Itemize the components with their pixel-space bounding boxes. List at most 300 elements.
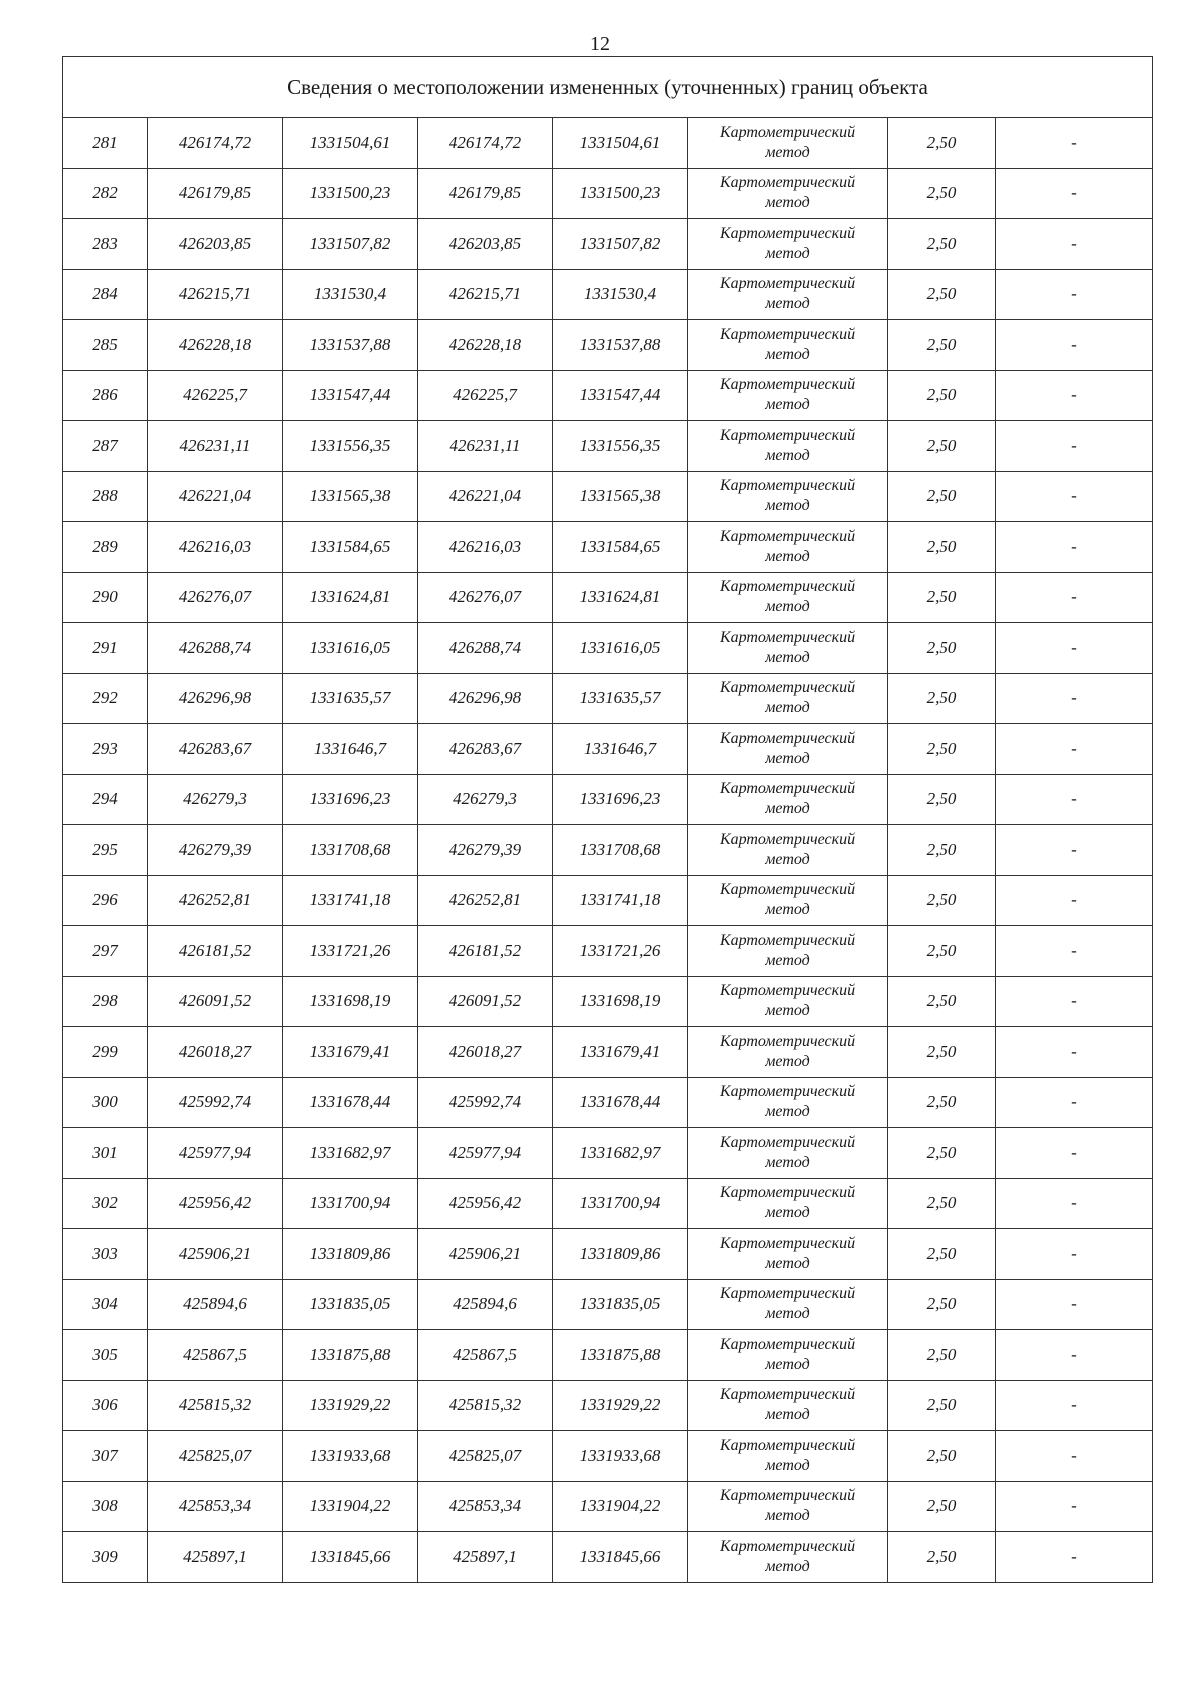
description-cell: - [996,1279,1153,1330]
accuracy-cell: 2,50 [888,1128,996,1179]
method-line-2: метод [765,446,810,464]
method-cell [688,1330,888,1381]
table-row [63,320,1153,371]
x-refined-cell: 426279,3 [418,774,553,825]
description-cell: - [996,673,1153,724]
y-refined-cell: 1331537,88 [553,320,688,371]
y-refined-cell: 1331933,68 [553,1431,688,1482]
method-cell [688,926,888,977]
y-existing-cell: 1331682,97 [283,1128,418,1179]
y-refined-cell: 1331507,82 [553,219,688,270]
point-number-cell: 282 [63,168,148,219]
x-existing-cell: 426091,52 [148,976,283,1027]
description-cell: - [996,370,1153,421]
y-existing-cell: 1331741,18 [283,875,418,926]
method-line-1: Картометрический [719,1436,856,1454]
x-refined-cell: 426231,11 [418,421,553,472]
x-existing-cell: 425853,34 [148,1481,283,1532]
y-existing-cell: 1331635,57 [283,673,418,724]
y-existing-cell: 1331565,38 [283,471,418,522]
method-line-1: Картометрический [719,1083,856,1101]
x-existing-cell: 426225,7 [148,370,283,421]
x-existing-cell: 426296,98 [148,673,283,724]
method-line-2: метод [765,901,810,919]
x-existing-cell: 425992,74 [148,1077,283,1128]
x-refined-cell: 426288,74 [418,623,553,674]
method-cell [688,875,888,926]
y-existing-cell: 1331504,61 [283,118,418,169]
accuracy-cell: 2,50 [888,1229,996,1280]
table-caption-row [63,57,1153,118]
method-line-1: Картометрический [719,1133,856,1151]
y-existing-cell: 1331646,7 [283,724,418,775]
y-refined-cell: 1331929,22 [553,1380,688,1431]
x-existing-cell: 425867,5 [148,1330,283,1381]
y-refined-cell: 1331678,44 [553,1077,688,1128]
y-refined-cell: 1331556,35 [553,421,688,472]
method-line-1: Картометрический [719,1184,856,1202]
y-existing-cell: 1331537,88 [283,320,418,371]
method-line-2: метод [765,1153,810,1171]
x-existing-cell: 425977,94 [148,1128,283,1179]
x-refined-cell: 425992,74 [418,1077,553,1128]
x-existing-cell: 426252,81 [148,875,283,926]
method-line-1: Картометрический [719,1487,856,1505]
method-line-1: Картометрический [719,830,856,848]
method-line-1: Картометрический [719,527,856,545]
table-row [63,1330,1153,1381]
x-existing-cell: 425897,1 [148,1532,283,1583]
description-cell: - [996,471,1153,522]
table-row [63,1431,1153,1482]
description-cell: - [996,320,1153,371]
method-line-2: метод [765,951,810,969]
point-number-cell: 292 [63,673,148,724]
method-cell [688,825,888,876]
point-number-cell: 290 [63,572,148,623]
description-cell: - [996,421,1153,472]
table-row [63,1279,1153,1330]
description-cell: - [996,118,1153,169]
y-existing-cell: 1331700,94 [283,1178,418,1229]
y-refined-cell: 1331500,23 [553,168,688,219]
table-row [63,1128,1153,1179]
y-refined-cell: 1331635,57 [553,673,688,724]
point-number-cell: 295 [63,825,148,876]
method-cell [688,168,888,219]
description-cell: - [996,572,1153,623]
table-row [63,1532,1153,1583]
method-cell [688,269,888,320]
method-cell [688,471,888,522]
accuracy-cell: 2,50 [888,976,996,1027]
method-line-2: метод [765,1355,810,1373]
y-refined-cell: 1331504,61 [553,118,688,169]
y-refined-cell: 1331708,68 [553,825,688,876]
method-line-1: Картометрический [719,780,856,798]
table-row [63,471,1153,522]
y-existing-cell: 1331696,23 [283,774,418,825]
accuracy-cell: 2,50 [888,168,996,219]
method-line-2: метод [765,143,810,161]
method-cell [688,1279,888,1330]
table-row [63,522,1153,573]
page-number: 12 [590,33,610,55]
y-existing-cell: 1331708,68 [283,825,418,876]
y-refined-cell: 1331682,97 [553,1128,688,1179]
table-row [63,1178,1153,1229]
method-line-2: метод [765,1406,810,1424]
point-number-cell: 303 [63,1229,148,1280]
description-cell: - [996,875,1153,926]
accuracy-cell: 2,50 [888,1481,996,1532]
x-refined-cell: 425815,32 [418,1380,553,1431]
description-cell: - [996,1128,1153,1179]
description-cell: - [996,976,1153,1027]
y-existing-cell: 1331835,05 [283,1279,418,1330]
point-number-cell: 300 [63,1077,148,1128]
point-number-cell: 299 [63,1027,148,1078]
method-line-2: метод [765,1103,810,1121]
x-refined-cell: 426225,7 [418,370,553,421]
x-refined-cell: 425894,6 [418,1279,553,1330]
table-row [63,825,1153,876]
x-existing-cell: 426181,52 [148,926,283,977]
description-cell: - [996,1481,1153,1532]
method-cell [688,370,888,421]
x-existing-cell: 426228,18 [148,320,283,371]
x-existing-cell: 425894,6 [148,1279,283,1330]
method-cell [688,1229,888,1280]
point-number-cell: 283 [63,219,148,270]
x-existing-cell: 426203,85 [148,219,283,270]
method-line-1: Картометрический [719,123,856,141]
y-refined-cell: 1331565,38 [553,471,688,522]
x-refined-cell: 426018,27 [418,1027,553,1078]
point-number-cell: 301 [63,1128,148,1179]
method-line-2: метод [765,1204,810,1222]
x-refined-cell: 425906,21 [418,1229,553,1280]
table-row [63,1229,1153,1280]
table-row [63,926,1153,977]
point-number-cell: 308 [63,1481,148,1532]
method-line-2: метод [765,1507,810,1525]
method-cell [688,976,888,1027]
table-row [63,1077,1153,1128]
point-number-cell: 294 [63,774,148,825]
description-cell: - [996,1178,1153,1229]
accuracy-cell: 2,50 [888,370,996,421]
table-row [63,572,1153,623]
accuracy-cell: 2,50 [888,320,996,371]
method-cell [688,1532,888,1583]
method-line-2: метод [765,1052,810,1070]
x-refined-cell: 426279,39 [418,825,553,876]
method-line-1: Картометрический [719,1032,856,1050]
accuracy-cell: 2,50 [888,1027,996,1078]
method-line-2: метод [765,1254,810,1272]
table-row [63,976,1153,1027]
method-line-2: метод [765,295,810,313]
accuracy-cell: 2,50 [888,673,996,724]
table-row [63,1027,1153,1078]
table-row [63,168,1153,219]
y-existing-cell: 1331904,22 [283,1481,418,1532]
accuracy-cell: 2,50 [888,219,996,270]
method-line-2: метод [765,648,810,666]
method-line-2: метод [765,1557,810,1575]
x-refined-cell: 426283,67 [418,724,553,775]
table-row [63,118,1153,169]
method-cell [688,421,888,472]
method-line-2: метод [765,1456,810,1474]
point-number-cell: 305 [63,1330,148,1381]
x-refined-cell: 426091,52 [418,976,553,1027]
y-existing-cell: 1331809,86 [283,1229,418,1280]
method-line-1: Картометрический [719,224,856,242]
table-row [63,370,1153,421]
method-line-1: Картометрический [719,1537,856,1555]
description-cell: - [996,1077,1153,1128]
accuracy-cell: 2,50 [888,1178,996,1229]
accuracy-cell: 2,50 [888,825,996,876]
x-existing-cell: 426276,07 [148,572,283,623]
y-refined-cell: 1331809,86 [553,1229,688,1280]
method-cell [688,219,888,270]
y-existing-cell: 1331507,82 [283,219,418,270]
y-existing-cell: 1331530,4 [283,269,418,320]
x-existing-cell: 425825,07 [148,1431,283,1482]
method-line-2: метод [765,1305,810,1323]
y-refined-cell: 1331835,05 [553,1279,688,1330]
accuracy-cell: 2,50 [888,1532,996,1583]
y-existing-cell: 1331845,66 [283,1532,418,1583]
x-existing-cell: 426221,04 [148,471,283,522]
method-line-1: Картометрический [719,174,856,192]
y-existing-cell: 1331624,81 [283,572,418,623]
method-line-2: метод [765,497,810,515]
table-row [63,219,1153,270]
point-number-cell: 281 [63,118,148,169]
method-cell [688,1128,888,1179]
x-refined-cell: 425977,94 [418,1128,553,1179]
method-cell [688,118,888,169]
y-existing-cell: 1331933,68 [283,1431,418,1482]
accuracy-cell: 2,50 [888,926,996,977]
description-cell: - [996,926,1153,977]
y-existing-cell: 1331678,44 [283,1077,418,1128]
point-number-cell: 304 [63,1279,148,1330]
table-row [63,724,1153,775]
x-refined-cell: 425956,42 [418,1178,553,1229]
point-number-cell: 287 [63,421,148,472]
y-existing-cell: 1331721,26 [283,926,418,977]
point-number-cell: 296 [63,875,148,926]
method-line-2: метод [765,800,810,818]
table-row [63,421,1153,472]
method-line-1: Картометрический [719,982,856,1000]
x-existing-cell: 426179,85 [148,168,283,219]
y-refined-cell: 1331700,94 [553,1178,688,1229]
y-existing-cell: 1331547,44 [283,370,418,421]
method-line-1: Картометрический [719,881,856,899]
description-cell: - [996,1380,1153,1431]
y-existing-cell: 1331556,35 [283,421,418,472]
x-refined-cell: 425867,5 [418,1330,553,1381]
method-cell [688,1380,888,1431]
accuracy-cell: 2,50 [888,1077,996,1128]
point-number-cell: 286 [63,370,148,421]
point-number-cell: 291 [63,623,148,674]
accuracy-cell: 2,50 [888,269,996,320]
y-existing-cell: 1331698,19 [283,976,418,1027]
method-line-1: Картометрический [719,931,856,949]
table-row [63,269,1153,320]
accuracy-cell: 2,50 [888,623,996,674]
accuracy-cell: 2,50 [888,774,996,825]
method-line-2: метод [765,749,810,767]
method-cell [688,320,888,371]
method-line-1: Картометрический [719,729,856,747]
y-refined-cell: 1331646,7 [553,724,688,775]
method-line-2: метод [765,345,810,363]
x-existing-cell: 425815,32 [148,1380,283,1431]
method-cell [688,572,888,623]
x-refined-cell: 426276,07 [418,572,553,623]
method-line-2: метод [765,699,810,717]
description-cell: - [996,1431,1153,1482]
table-row [63,1481,1153,1532]
accuracy-cell: 2,50 [888,1330,996,1381]
accuracy-cell: 2,50 [888,471,996,522]
description-cell: - [996,522,1153,573]
description-cell: - [996,1330,1153,1381]
x-existing-cell: 426215,71 [148,269,283,320]
method-line-2: метод [765,850,810,868]
boundary-coordinates-table [62,56,1153,1583]
method-line-2: метод [765,396,810,414]
description-cell: - [996,1027,1153,1078]
y-refined-cell: 1331679,41 [553,1027,688,1078]
method-cell [688,1077,888,1128]
accuracy-cell: 2,50 [888,1431,996,1482]
x-refined-cell: 426181,52 [418,926,553,977]
method-line-1: Картометрический [719,376,856,394]
description-cell: - [996,168,1153,219]
method-line-1: Картометрический [719,1234,856,1252]
table-row [63,673,1153,724]
y-refined-cell: 1331530,4 [553,269,688,320]
method-cell [688,774,888,825]
y-refined-cell: 1331584,65 [553,522,688,573]
point-number-cell: 306 [63,1380,148,1431]
y-existing-cell: 1331875,88 [283,1330,418,1381]
point-number-cell: 302 [63,1178,148,1229]
x-refined-cell: 425825,07 [418,1431,553,1482]
accuracy-cell: 2,50 [888,1279,996,1330]
x-existing-cell: 426018,27 [148,1027,283,1078]
method-cell [688,1431,888,1482]
method-line-2: метод [765,598,810,616]
description-cell: - [996,825,1153,876]
x-refined-cell: 425897,1 [418,1532,553,1583]
accuracy-cell: 2,50 [888,1380,996,1431]
y-refined-cell: 1331624,81 [553,572,688,623]
y-existing-cell: 1331584,65 [283,522,418,573]
x-existing-cell: 425956,42 [148,1178,283,1229]
point-number-cell: 293 [63,724,148,775]
method-cell [688,1178,888,1229]
x-existing-cell: 425906,21 [148,1229,283,1280]
x-existing-cell: 426279,39 [148,825,283,876]
x-refined-cell: 426174,72 [418,118,553,169]
y-refined-cell: 1331875,88 [553,1330,688,1381]
point-number-cell: 284 [63,269,148,320]
x-existing-cell: 426216,03 [148,522,283,573]
y-refined-cell: 1331845,66 [553,1532,688,1583]
table-caption: Сведения о местоположении измененных (уточненных) границ объекта [63,57,1153,118]
table-row [63,875,1153,926]
point-number-cell: 298 [63,976,148,1027]
accuracy-cell: 2,50 [888,724,996,775]
accuracy-cell: 2,50 [888,875,996,926]
table-row [63,623,1153,674]
x-refined-cell: 426179,85 [418,168,553,219]
accuracy-cell: 2,50 [888,522,996,573]
point-number-cell: 289 [63,522,148,573]
method-line-2: метод [765,1002,810,1020]
method-line-1: Картометрический [719,578,856,596]
method-line-2: метод [765,244,810,262]
point-number-cell: 285 [63,320,148,371]
method-line-1: Картометрический [719,325,856,343]
point-number-cell: 309 [63,1532,148,1583]
x-refined-cell: 426216,03 [418,522,553,573]
x-refined-cell: 426203,85 [418,219,553,270]
description-cell: - [996,269,1153,320]
method-cell [688,1481,888,1532]
method-cell [688,623,888,674]
accuracy-cell: 2,50 [888,572,996,623]
x-refined-cell: 426296,98 [418,673,553,724]
method-line-1: Картометрический [719,477,856,495]
x-refined-cell: 426252,81 [418,875,553,926]
y-refined-cell: 1331547,44 [553,370,688,421]
method-line-1: Картометрический [719,1285,856,1303]
description-cell: - [996,623,1153,674]
method-cell [688,724,888,775]
y-existing-cell: 1331679,41 [283,1027,418,1078]
table-body [63,118,1153,1583]
table-row [63,774,1153,825]
y-refined-cell: 1331696,23 [553,774,688,825]
x-refined-cell: 426228,18 [418,320,553,371]
x-existing-cell: 426283,67 [148,724,283,775]
x-refined-cell: 425853,34 [418,1481,553,1532]
y-refined-cell: 1331904,22 [553,1481,688,1532]
method-line-2: метод [765,194,810,212]
y-existing-cell: 1331500,23 [283,168,418,219]
x-refined-cell: 426221,04 [418,471,553,522]
x-existing-cell: 426231,11 [148,421,283,472]
description-cell: - [996,724,1153,775]
y-existing-cell: 1331929,22 [283,1380,418,1431]
y-refined-cell: 1331721,26 [553,926,688,977]
x-existing-cell: 426288,74 [148,623,283,674]
method-line-1: Картометрический [719,628,856,646]
point-number-cell: 307 [63,1431,148,1482]
description-cell: - [996,1532,1153,1583]
